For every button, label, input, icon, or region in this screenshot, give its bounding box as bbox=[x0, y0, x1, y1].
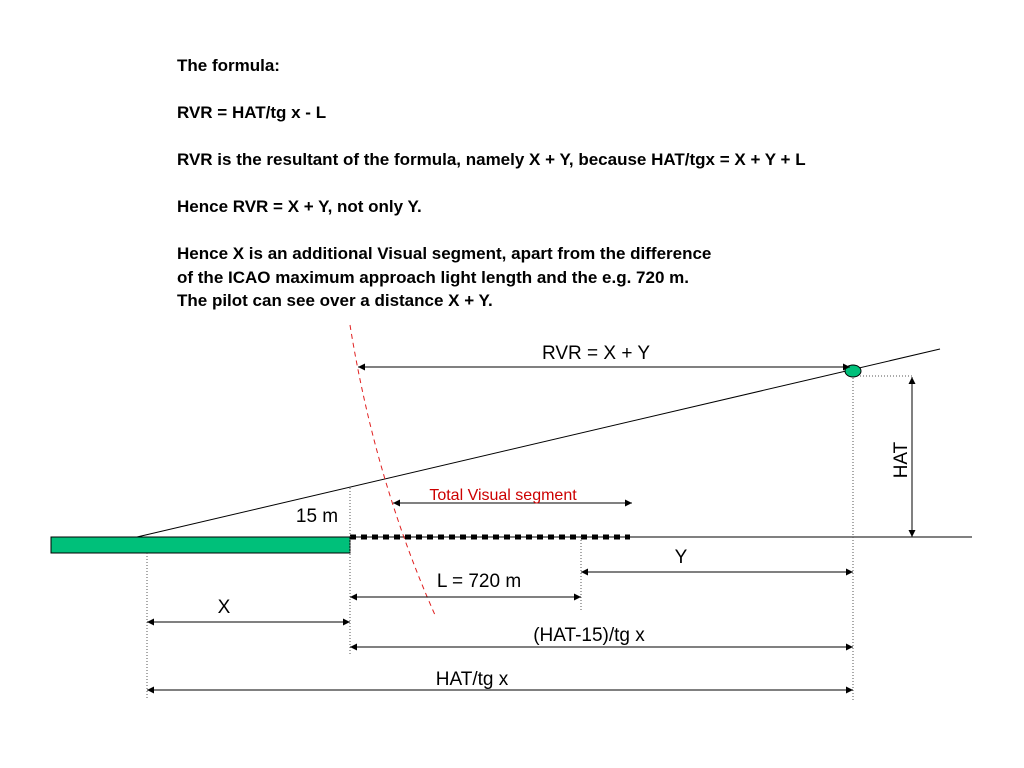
hence-x-line-1: Hence X is an additional Visual segment, apart from the difference bbox=[177, 244, 712, 263]
hat15-label: (HAT-15)/tg x bbox=[533, 625, 645, 646]
total-visual-label: Total Visual segment bbox=[429, 487, 577, 504]
hence-x-line-3: The pilot can see over a distance X + Y. bbox=[177, 291, 493, 310]
x-label: X bbox=[217, 597, 231, 618]
fifteen-m-label: 15 m bbox=[295, 506, 339, 527]
resultant-line: RVR is the resultant of the formula, namely X + Y, because HAT/tgx = X + Y + L bbox=[177, 150, 806, 169]
glide-slope-line bbox=[137, 349, 940, 537]
hattg-label: HAT/tg x bbox=[435, 669, 509, 690]
rvr-label: RVR = X + Y bbox=[541, 343, 651, 364]
runway bbox=[51, 537, 350, 553]
hence-x-line-2: of the ICAO maximum approach light length and the e.g. 720 m. bbox=[177, 267, 689, 287]
l-label: L = 720 m bbox=[436, 571, 522, 592]
heading-formula: The formula: bbox=[177, 56, 280, 75]
y-label: Y bbox=[674, 547, 688, 568]
hence-rvr-line: Hence RVR = X + Y, not only Y. bbox=[177, 197, 422, 216]
hat-label: HAT bbox=[891, 441, 912, 479]
formula-line: RVR = HAT/tg x - L bbox=[177, 103, 327, 122]
